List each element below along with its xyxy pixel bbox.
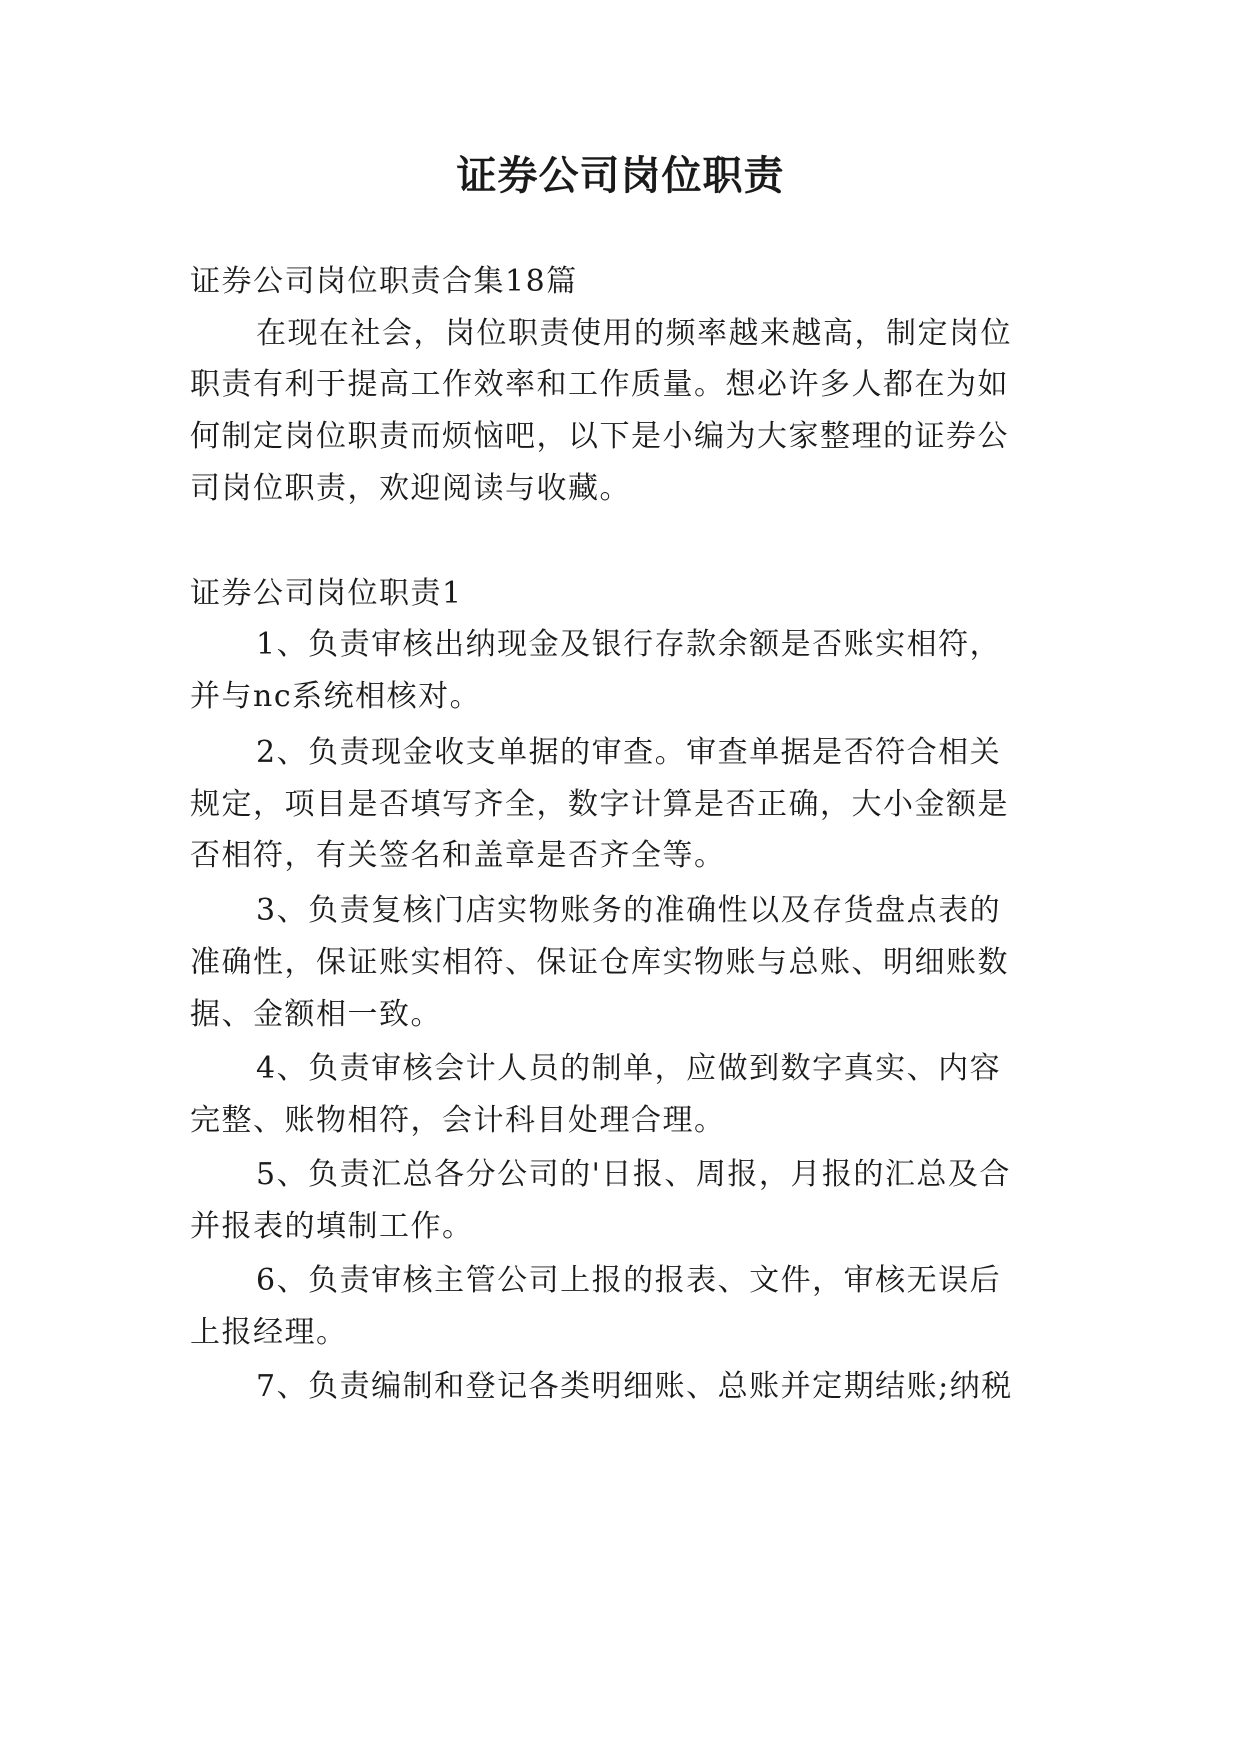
intro-line: 在现在社会，岗位职责使用的频率越来越高，制定岗位 [256,316,1012,351]
list-item-line: 2、负责现金收支单据的审查。审查单据是否符合相关 [256,735,1002,770]
intro-line: 何制定岗位职责而烦恼吧，以下是小编为大家整理的证券公 [190,419,1009,454]
list-item-line: 4、负责审核会计人员的制单，应做到数字真实、内容 [256,1051,1002,1086]
section-heading: 证券公司岗位职责1 [190,576,463,611]
list-item-line: 1、负责审核出纳现金及银行存款余额是否账实相符， [256,627,1002,662]
intro-line: 职责有利于提高工作效率和工作质量。想必许多人都在为如 [190,367,1009,402]
list-item-line: 3、负责复核门店实物账务的准确性以及存货盘点表的 [256,893,1002,928]
intro-line: 司岗位职责，欢迎阅读与收藏。 [190,471,631,506]
list-item-line: 规定，项目是否填写齐全，数字计算是否正确，大小金额是 [190,787,1009,822]
list-item-line: 否相符，有关签名和盖章是否齐全等。 [190,838,726,873]
list-item-line: 并报表的填制工作。 [190,1209,474,1244]
list-item-line: 完整、账物相符，会计科目处理合理。 [190,1103,726,1138]
list-item-line: 上报经理。 [190,1315,348,1350]
document-title: 证券公司岗位职责 [456,153,785,199]
document-subtitle: 证券公司岗位职责合集18篇 [190,264,578,299]
list-item-line: 据、金额相一致。 [190,997,442,1032]
list-item-line: 7、负责编制和登记各类明细账、总账并定期结账;纳税 [256,1369,1013,1404]
list-item-line: 准确性，保证账实相符、保证仓库实物账与总账、明细账数 [190,945,1009,980]
list-item-line: 6、负责审核主管公司上报的报表、文件，审核无误后 [256,1263,1002,1298]
list-item-line: 5、负责汇总各分公司的'日报、周报，月报的汇总及合 [256,1157,1011,1192]
list-item-line: 并与nc系统相核对。 [190,679,482,714]
